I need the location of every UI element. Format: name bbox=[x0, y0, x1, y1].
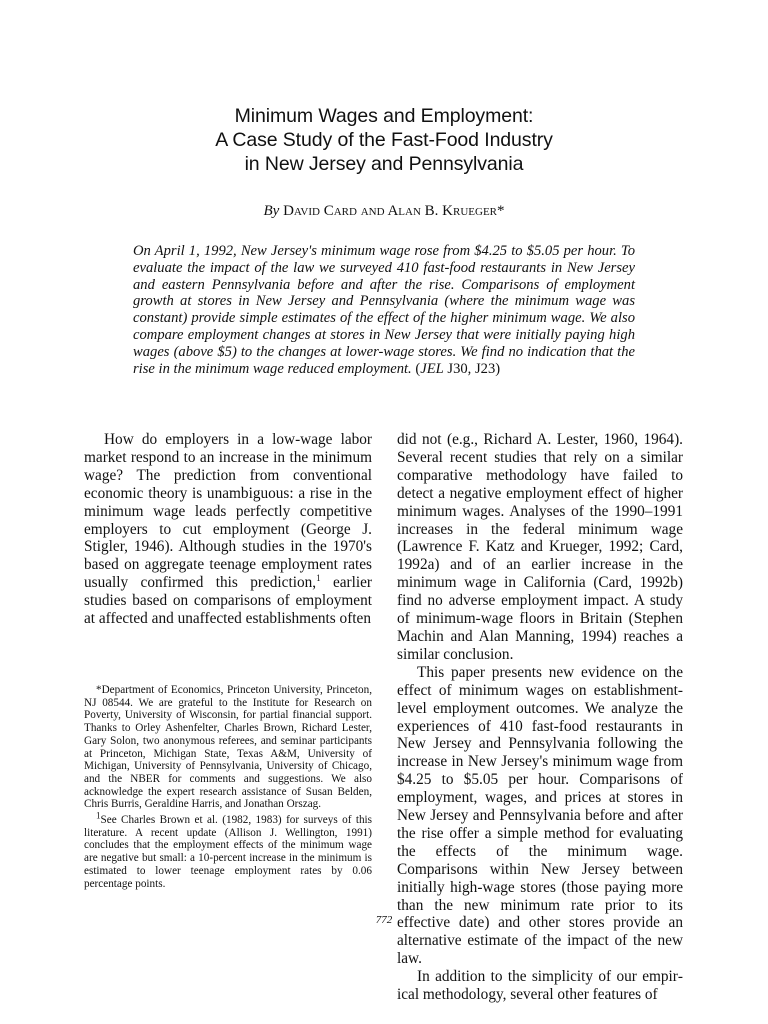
jel-codes: J30, J23) bbox=[443, 360, 501, 377]
footnote-1-marker: 1 bbox=[96, 810, 101, 821]
title-line-2: A Case Study of the Fast-Food Industry bbox=[215, 129, 553, 151]
page-number: 772 bbox=[375, 914, 393, 926]
body-column-left bbox=[84, 431, 372, 628]
author-byline bbox=[0, 203, 768, 220]
abstract-text: On April 1, 1992, New Jersey's minimum wage rose from $4.25 to $5.05 per hour. To evaluate the impact of the law we surveyed 410 fast-food restaurants in New Jersey and eastern Pennsylvania before and after the rise. Comparisons of employment growth at stores in New Jersey and Pennsylvania (where the minimum wage was constant) provide simple estimates of the effect of the higher minimum wage. We also compare employment changes at stores in New Jersey that were initially paying high wages (above $5) to the changes at lower-wage stores. We find no indication that the rise in the minimum wage reduced employment. bbox=[133, 243, 635, 377]
jel-open: ( bbox=[415, 360, 421, 377]
body-paragraph-3: In addition to the simplicity of our empirical methodology, several other features of bbox=[397, 968, 683, 1004]
body-paragraph-1 bbox=[84, 431, 372, 628]
footnotes bbox=[84, 684, 372, 893]
abstract bbox=[133, 243, 635, 377]
body-paragraph-2: This paper presents new evidence on the effect of minimum wages on establishment-level employment outcomes. We analyze the experiences of 410 fast-food restaurants in New Jersey and Pennsylvania following the increase in New Jersey's minimum wage from $4.25 to $5.05 per hour. Comparisons of employment, wages, and prices at stores in New Jersey and Pennsylvania before and after the rise offer a simple method for evaluating the effects of the minimum wage. Comparisons within New Jersey between initially high-wage stores (those paying more than the new minimum rate prior to its effective date) and other stores provide an alternative estimate of the impact of the new law. bbox=[397, 663, 683, 968]
title-line-1: Minimum Wages and Employment: bbox=[234, 105, 534, 127]
body-paragraph-1-continued: did not (e.g., Richard A. Lester, 1960, 1964). Several recent studies that rely on a similar comparative methodology have failed to detect a negative employment effect of higher minimum wages. Analyses of the 1990–1991 increases in the federal minimum wage (Lawrence F. Katz and Krueger, 1992; Card, 1992a) and of an earlier increase in the minimum wage in California (Card, 1992b) find no adverse employment impact. A study of minimum-wage floors in Britain (Stephen Machin and Alan Manning, 1994) reaches a similar conclusion. bbox=[397, 431, 683, 663]
footnote-1 bbox=[84, 810, 372, 890]
footnote-author-affiliation: *Department of Economics, Princeton University, Princeton, NJ 08544. We are grateful to the Institute for Research on Poverty, University of Wisconsin, for partial financial support. Thanks to Orley Ashenfelter, Charles Brown, Richard Lester, Gary Solon, two anonymous referees, and seminar participants at Princeton, Michigan State, Texas A&M, University of Michigan, University of Pennsylvania, University of Chicago, and the NBER for comments and suggestions. We also acknowledge the expert research assistance of Susan Belden, Chris Burris, Geraldine Harris, and Jonathan Orszag. bbox=[84, 684, 372, 811]
jel-label: JEL bbox=[420, 360, 444, 377]
byline-by: By bbox=[263, 203, 280, 219]
author-footnote-marker: * bbox=[497, 203, 505, 219]
paper-title bbox=[0, 104, 768, 176]
footnote-ref-1: 1 bbox=[316, 573, 321, 584]
paragraph-1-text-a: How do employers in a low-wage labor market respond to an increase in the minimum wage? The prediction from conventional economic theory is unambiguous: a rise in the minimum wage leads perfectly competitive employers to cut employment (George J. Stigler, 1946). Although studies in the 1970's based on aggregate teenage employment rates usually confirmed this prediction, bbox=[84, 431, 372, 592]
title-line-3: in New Jersey and Pennsylvania bbox=[244, 153, 524, 175]
author-names: David Card and Alan B. Krueger bbox=[283, 203, 497, 219]
footnote-1-text: See Charles Brown et al. (1982, 1983) for surveys of this literature. A recent update (Allison J. Wellington, 1991) concludes that the employment effects of the minimum wage are negative but small: a 10-percent increase in the minimum is estimated to lower teenage employment rates by 0.06 percentage points. bbox=[84, 814, 372, 890]
paragraph-1-text-b: earlier studies based on comparisons of employment at affected and unaffected establishments often bbox=[84, 574, 372, 628]
